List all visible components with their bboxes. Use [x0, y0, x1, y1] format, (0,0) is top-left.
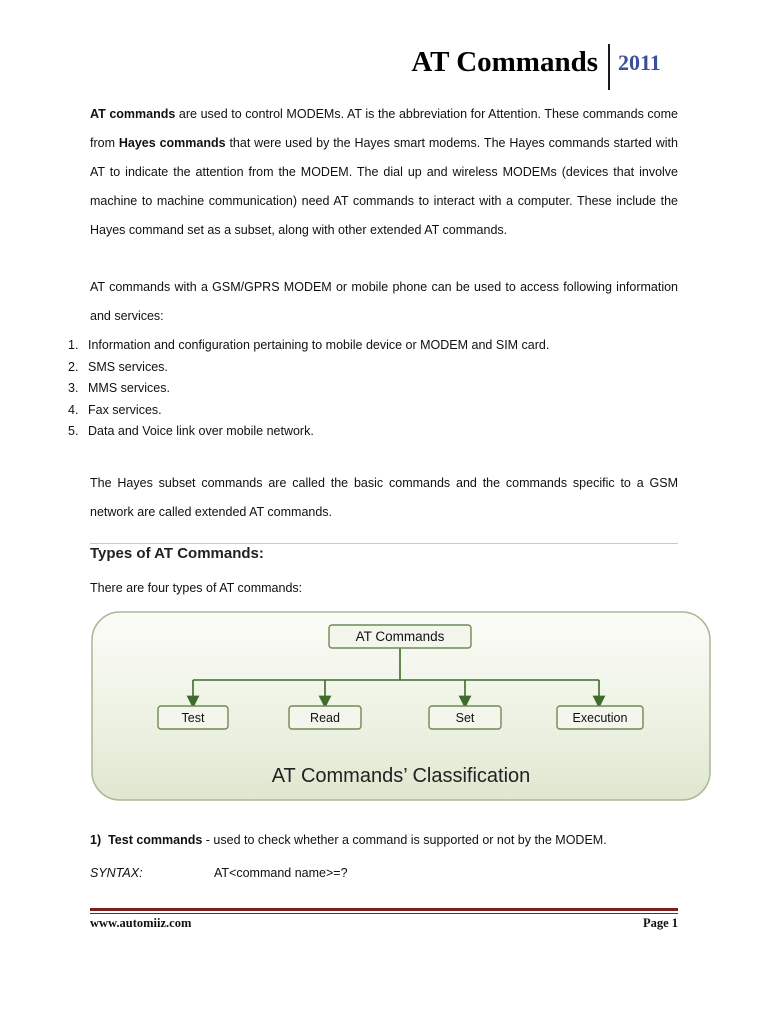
- test-commands-title: Test commands: [108, 833, 203, 847]
- intro-paragraph: [90, 100, 678, 245]
- test-commands-line: [90, 833, 607, 847]
- test-commands-desc: - used to check whether a command is supported or not by the MODEM.: [202, 833, 607, 847]
- diagram-node-label: Set: [455, 711, 475, 725]
- section-heading: Types of AT Commands:: [90, 545, 264, 562]
- classification-diagram: [90, 610, 712, 802]
- list-item-number: 2.: [68, 359, 79, 374]
- diagram-node-set: [429, 706, 501, 729]
- test-commands-number: 1): [90, 833, 102, 847]
- intro-text-1: are used to control MODEMs. AT is the abbreviation for Attention. These commands come from: [90, 107, 678, 150]
- list-item-text: SMS services.: [88, 359, 168, 374]
- footer-rule-thick: [90, 908, 678, 911]
- list-item: [68, 335, 688, 357]
- list-item: [68, 378, 688, 400]
- list-item-number: 4.: [68, 402, 79, 417]
- list-item-number: 3.: [68, 381, 79, 396]
- footer-website: www.automiiz.com: [90, 916, 192, 930]
- list-item: [68, 357, 688, 379]
- footer-rule-thin: [90, 913, 678, 914]
- list-item-text: Information and configuration pertaining to mobile device or MODEM and SIM card.: [88, 338, 550, 352]
- diagram-node-read: [289, 706, 361, 729]
- diagram-node-execution: [557, 706, 643, 729]
- diagram-node-label: Read: [310, 711, 340, 725]
- services-list: [68, 335, 688, 443]
- types-intro: There are four types of AT commands:: [90, 581, 303, 595]
- list-item-text: MMS services.: [88, 381, 170, 396]
- term-hayes-commands: Hayes commands: [118, 136, 226, 150]
- header-divider: [608, 44, 610, 90]
- list-item-number: 5.: [68, 424, 79, 439]
- footer-page-number: Page 1: [642, 916, 678, 930]
- list-item-number: 1.: [68, 338, 79, 352]
- syntax-label: SYNTAX:: [90, 866, 143, 880]
- intro-text-2: that were used by the Hayes smart modems. The Hayes commands started with AT to indicate the attention from the MODEM. The dial up and wireless MODEMs (devices that involve machine to machine communication) need AT commands to interact with a computer. These include the Hayes command set as a subset, along with other extended AT commands.: [90, 136, 678, 237]
- header-year: 2011: [618, 50, 661, 75]
- list-item-text: Fax services.: [88, 402, 162, 417]
- diagram-root-node: [329, 625, 471, 648]
- diagram-root-label: AT Commands: [355, 629, 445, 644]
- list-item: [68, 421, 688, 443]
- syntax-value: AT<command name>=?: [214, 866, 348, 880]
- diagram-node-label: Test: [181, 711, 205, 725]
- list-item: [68, 400, 688, 422]
- services-intro-paragraph: AT commands with a GSM/GPRS MODEM or mobile phone can be used to access following information and services:: [90, 280, 678, 323]
- list-item-text: Data and Voice link over mobile network.: [88, 424, 314, 439]
- term-at-commands: AT commands: [90, 107, 176, 121]
- section-rule: [90, 543, 678, 544]
- diagram-caption: AT Commands’ Classification: [271, 765, 531, 787]
- basic-extended-paragraph: The Hayes subset commands are called the basic commands and the commands specific to a GSM network are called extended AT commands.: [90, 476, 678, 519]
- document-title: AT Commands: [411, 46, 598, 78]
- diagram-node-test: [158, 706, 228, 729]
- diagram-node-label: Execution: [572, 711, 628, 725]
